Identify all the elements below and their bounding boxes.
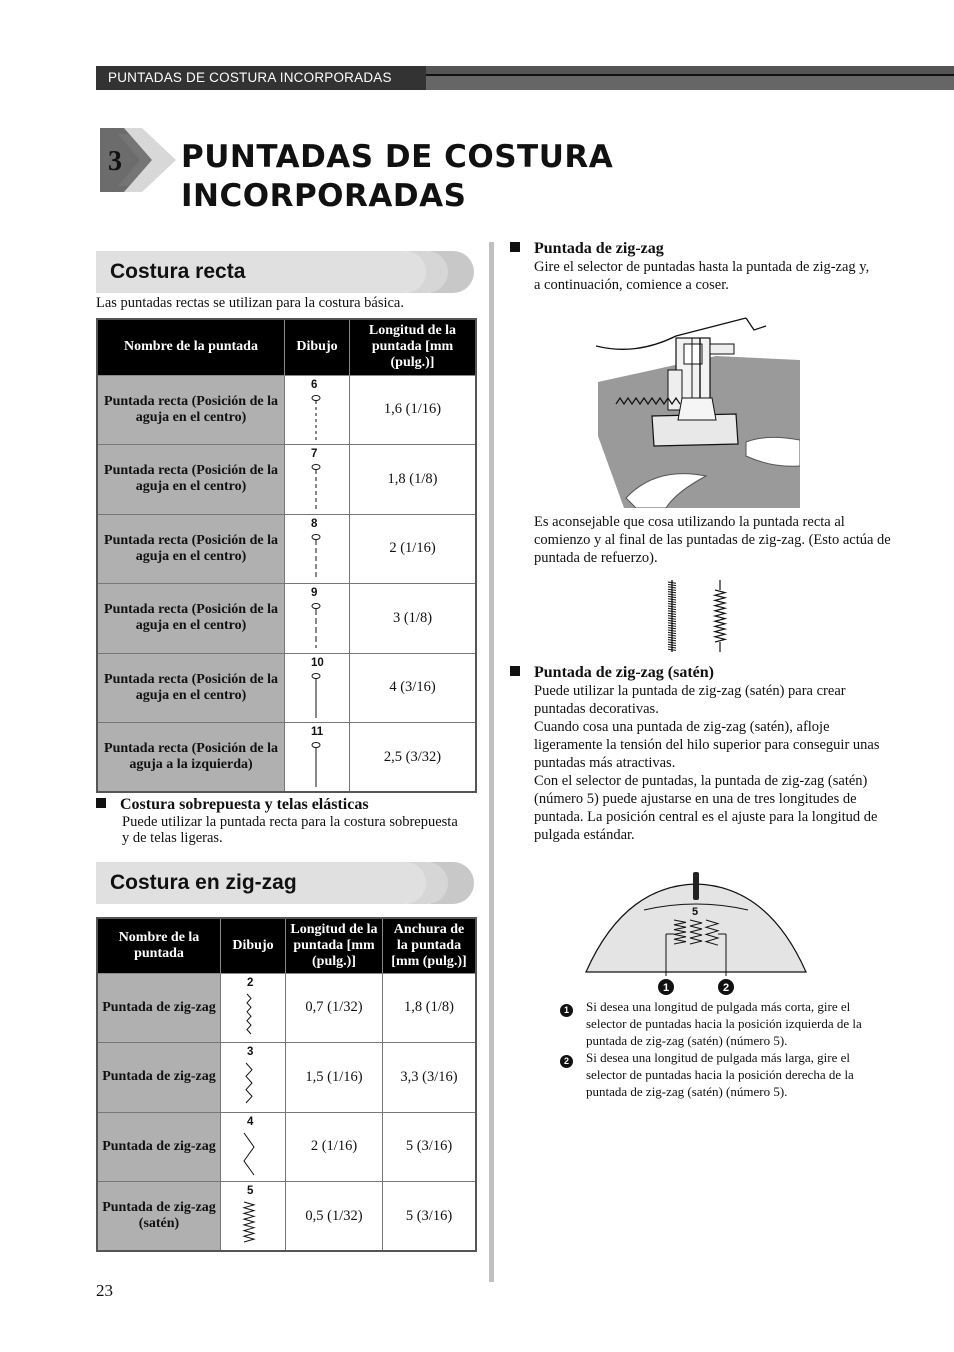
stitch-number: 6 (311, 378, 318, 391)
stitch-length: 2 (1/16) (350, 514, 477, 584)
stitch-name: Puntada de zig-zag (97, 1043, 221, 1113)
stitch-number: 2 (247, 976, 254, 989)
marker-2-icon: 2 (560, 1055, 573, 1068)
stitch-drawing (285, 584, 350, 654)
sewing-foot-illustration (596, 316, 800, 508)
stitch-length: 4 (3/16) (350, 653, 477, 723)
chapter-arrow-badge (100, 128, 178, 192)
reinforcement-advice: Es aconsejable que cosa utilizando la puntada recta al comienzo y al final de las puntadas de zig-zag. (Esto actúa de puntada de refuerzo). (534, 514, 891, 566)
table-row (97, 723, 476, 793)
stitch-drawing (221, 1043, 286, 1113)
column-header: Dibujo (285, 319, 350, 375)
running-header (96, 66, 954, 90)
stitch-length: 2,5 (3/32) (350, 723, 477, 793)
table-row (97, 1112, 476, 1182)
zigzag-stitch-icon (241, 992, 259, 1040)
satin-instructions (510, 664, 888, 844)
marker-1-icon: 1 (560, 1004, 573, 1017)
stitch-name: Puntada de zig-zag (satén) (97, 1182, 221, 1252)
zigzag-stitch-icon (241, 1061, 259, 1109)
satin-text-2: Cuando cosa una puntada de zig-zag (satén), afloje ligeramente la tensión del hilo superior para conseguir unas puntadas más atractivas. (534, 719, 880, 771)
stitch-drawing (285, 445, 350, 515)
stitch-width: 3,3 (3/16) (383, 1043, 477, 1113)
overlap-section (96, 796, 476, 846)
table-row (97, 1043, 476, 1113)
stitch-drawing (285, 723, 350, 793)
overlap-text: Puede utilizar la puntada recta para la costura sobrepuesta y de telas ligeras. (122, 814, 458, 846)
stitch-number: 9 (311, 587, 318, 600)
column-header: Nombre de la puntada (97, 319, 285, 375)
bullet-square-icon (510, 242, 520, 252)
dial-number: 5 (692, 906, 699, 918)
stitch-number: 11 (311, 726, 324, 738)
header-rule (426, 66, 954, 90)
note-1-text: Si desea una longitud de pulgada más corta, gire el selector de puntadas hacia la posición izquierda de la puntada de zig-zag (satén) (número 5). (586, 999, 862, 1048)
stitch-number: 7 (311, 448, 318, 461)
stitch-name: Puntada recta (Posición de la aguja en el centro) (97, 445, 285, 515)
note-1 (560, 998, 880, 1049)
page-number: 23 (96, 1281, 113, 1300)
column-divider (489, 242, 494, 1282)
stitch-name: Puntada recta (Posición de la aguja en el centro) (97, 584, 285, 654)
table-row (97, 584, 476, 654)
stitch-number: 8 (311, 517, 318, 530)
section-heading-straight (96, 251, 474, 293)
table-row (97, 445, 476, 515)
satin-text-3: Con el selector de puntadas, la puntada de zig-zag (satén) (número 5) puede ajustarse en una de tres longitudes de puntada. La posición central es el ajuste para la longitud de pulgada estándar. (534, 773, 878, 843)
straight-stitch-icon (309, 672, 325, 720)
stitch-number: 5 (247, 1185, 254, 1197)
stitch-width: 1,8 (1/8) (383, 973, 477, 1043)
stitch-drawing (285, 653, 350, 723)
stitch-number: 10 (311, 656, 324, 669)
stitch-length: 2 (1/16) (286, 1112, 383, 1182)
stitch-width: 5 (3/16) (383, 1182, 477, 1252)
chapter-number: 3 (108, 146, 122, 177)
table-row (97, 1182, 476, 1252)
stitch-drawing (285, 375, 350, 445)
stitch-width: 5 (3/16) (383, 1112, 477, 1182)
stitch-length: 0,7 (1/32) (286, 973, 383, 1043)
satin-title: Puntada de zig-zag (satén) (534, 664, 714, 681)
overlap-title: Costura sobrepuesta y telas elásticas (120, 796, 369, 813)
column-header: Nombre de la puntada (97, 918, 221, 973)
bullet-square-icon (510, 666, 520, 676)
stitch-name: Puntada de zig-zag (97, 1112, 221, 1182)
stitch-sample-illustration (660, 578, 730, 654)
stitch-length: 1,5 (1/16) (286, 1043, 383, 1113)
chapter-title-line1: PUNTADAS DE COSTURA (181, 139, 614, 175)
stitch-length: 3 (1/8) (350, 584, 477, 654)
chapter-title-line2: INCORPORADAS (181, 178, 467, 214)
stitch-number: 3 (247, 1046, 254, 1059)
chapter-title (181, 138, 613, 216)
stitch-name: Puntada recta (Posición de la aguja en el centro) (97, 375, 285, 445)
column-header: Anchura de la puntada [mm (pulg.)] (383, 918, 477, 973)
column-header: Dibujo (221, 918, 286, 973)
zigzag-stitch-table (96, 917, 477, 1252)
straight-intro: Las puntadas rectas se utilizan para la costura básica. (96, 295, 404, 311)
stitch-drawing (285, 514, 350, 584)
table-row (97, 375, 476, 445)
stitch-name: Puntada recta (Posición de la aguja en el centro) (97, 653, 285, 723)
stitch-length: 1,6 (1/16) (350, 375, 477, 445)
zigzag-title: Puntada de zig-zag (534, 240, 664, 257)
section-heading-text: Costura en zig-zag (110, 871, 297, 894)
straight-stitch-icon (309, 533, 325, 581)
column-header: Longitud de la puntada [mm (pulg.)] (350, 319, 477, 375)
table-row (97, 653, 476, 723)
satin-text-1: Puede utilizar la puntada de zig-zag (satén) para crear puntadas decorativas. (534, 683, 846, 717)
bullet-square-icon (96, 798, 106, 808)
stitch-selector-dial (584, 870, 808, 1000)
zigzag-text: Gire el selector de puntadas hasta la puntada de zig-zag y, a continuación, comience a coser. (534, 259, 870, 293)
stitch-drawing (221, 1112, 286, 1182)
table-row (97, 973, 476, 1043)
dial-marker-2: 2 (722, 982, 730, 994)
zigzag-instructions (510, 240, 870, 294)
straight-stitch-icon (309, 741, 325, 789)
stitch-drawing (221, 973, 286, 1043)
table-row (97, 514, 476, 584)
section-heading-zigzag (96, 862, 474, 904)
section-heading-text: Costura recta (110, 260, 246, 283)
column-header: Longitud de la puntada [mm (pulg.)] (286, 918, 383, 973)
zigzag-stitch-icon (241, 1131, 259, 1179)
straight-stitch-icon (309, 463, 325, 511)
note-2 (560, 1049, 880, 1100)
stitch-length: 0,5 (1/32) (286, 1182, 383, 1252)
stitch-drawing (221, 1182, 286, 1252)
dial-notes (560, 998, 880, 1100)
straight-stitch-icon (309, 394, 325, 442)
dial-marker-1: 1 (662, 982, 670, 994)
stitch-name: Puntada recta (Posición de la aguja en el centro) (97, 514, 285, 584)
straight-stitch-table (96, 318, 477, 793)
stitch-name: Puntada de zig-zag (97, 973, 221, 1043)
stitch-length: 1,8 (1/8) (350, 445, 477, 515)
running-header-label: PUNTADAS DE COSTURA INCORPORADAS (108, 70, 396, 85)
note-2-text: Si desea una longitud de pulgada más larga, gire el selector de puntadas hacia la posición derecha de la puntada de zig-zag (satén) (número 5). (586, 1050, 854, 1099)
stitch-name: Puntada recta (Posición de la aguja a la izquierda) (97, 723, 285, 793)
straight-stitch-icon (309, 602, 325, 650)
zigzag-stitch-icon (241, 1200, 259, 1248)
stitch-number: 4 (247, 1115, 254, 1128)
